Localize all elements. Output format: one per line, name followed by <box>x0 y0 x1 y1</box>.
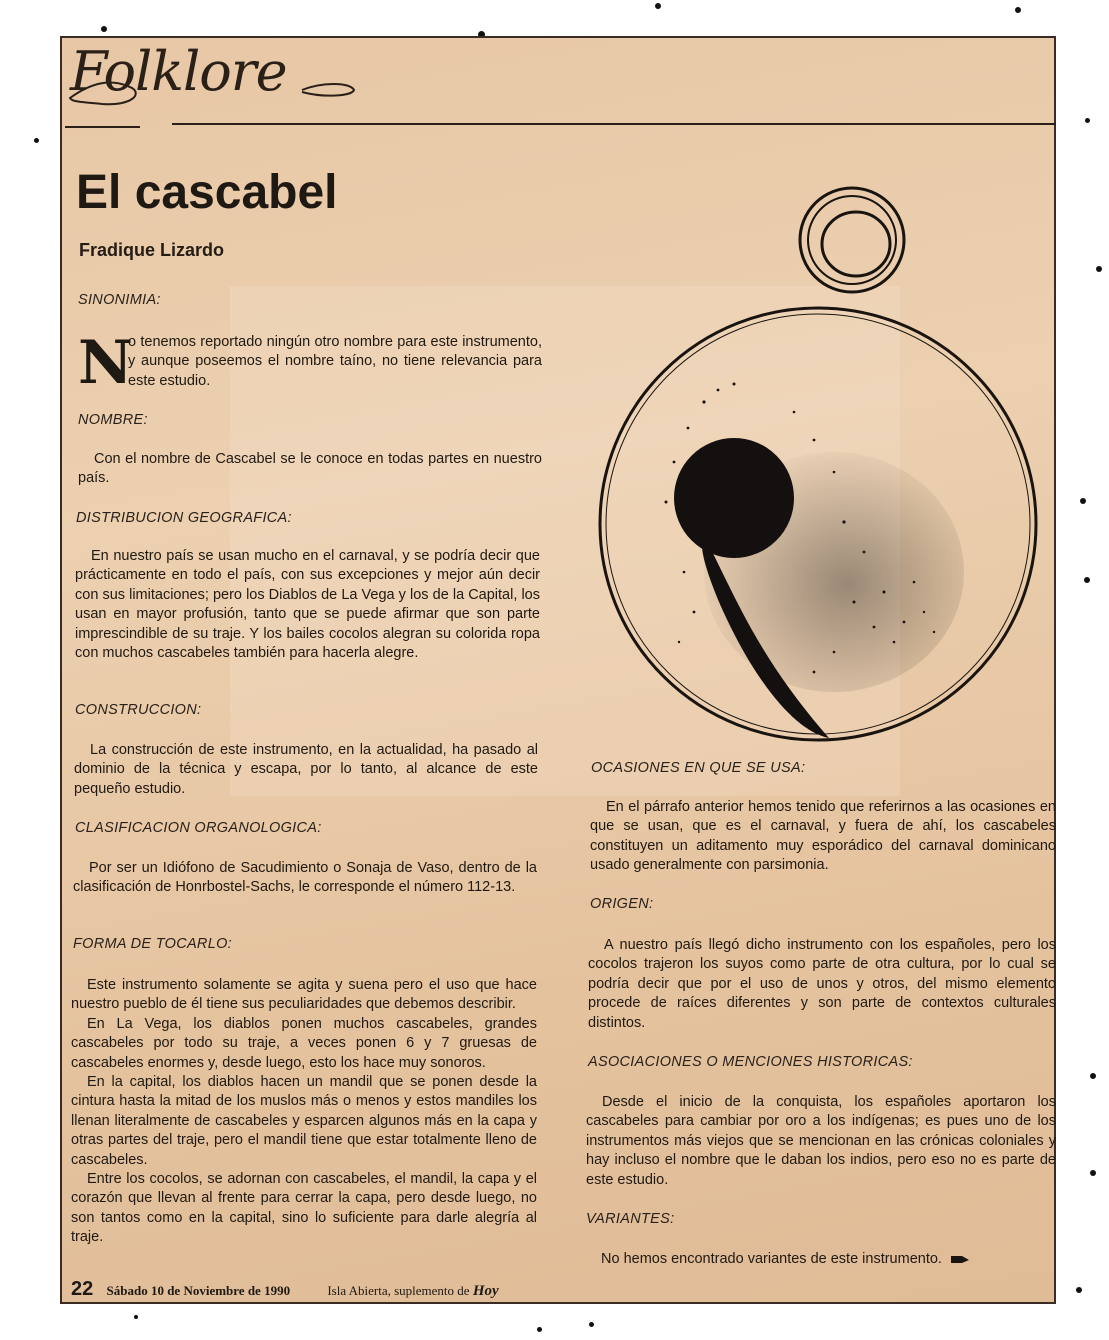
section-title-folklore: Folklore <box>70 40 287 103</box>
paragraph: La construcción de este instrumento, en la actualidad, ha pasado al dominio de la técnica y escapa, por lo tanto, al alcance de este pequeño estudio. <box>74 742 538 797</box>
speck <box>1080 498 1086 504</box>
text-sinonimia: o tenemos reportado ningún otro nombre para este instrumento, y aunque poseemos el nombre taíno, no tiene relevancia para este estudio. <box>128 334 542 389</box>
text-clasificacion <box>73 859 537 898</box>
text-construccion <box>74 741 538 799</box>
text-distribucion <box>75 547 540 663</box>
footer-publication: Isla Abierta, suplemento de <box>327 1283 470 1298</box>
paragraph: Con el nombre de Cascabel se le conoce en todas partes en nuestro país. <box>78 451 542 487</box>
footer <box>71 1278 591 1301</box>
end-mark-icon <box>950 1254 970 1264</box>
paragraph <box>585 1250 1055 1269</box>
text-forma <box>71 976 537 1248</box>
speck <box>1090 1073 1096 1079</box>
speck <box>101 26 107 32</box>
heading-nombre: NOMBRE: <box>78 412 148 428</box>
speck <box>1096 266 1102 272</box>
speck <box>1076 1287 1082 1293</box>
speck <box>655 3 661 9</box>
header-rule-right <box>172 123 1056 125</box>
paragraph: Este instrumento solamente se agita y suena pero el uso que hace nuestro pueblo de él tiene sus peculiaridades que debemos describir. <box>71 977 537 1013</box>
drop-cap: N <box>78 328 133 398</box>
text-ocasiones <box>590 798 1056 876</box>
speck <box>1015 7 1021 13</box>
speck <box>537 1327 542 1332</box>
page-number: 22 <box>71 1278 94 1300</box>
paragraph: En la capital, los diablos hacen un mandil que se ponen desde la cintura hasta la mitad de los muslos más o menos y estos mandiles los llenan literalmente de cascabeles y esparcen algunos más en la capa y otras partes del traje, pero el mandil tiene que estar totalmente lleno de cascabeles. <box>71 1074 537 1168</box>
paragraph: En el párrafo anterior hemos tenido que referirnos a las ocasiones en que se usan, que es el carnaval, y fuera de ahí, los cascabeles constituyen un aditamento muy esporádico del carnaval dominicano usado generalmente con parsimonia. <box>590 799 1056 874</box>
heading-asociaciones: ASOCIACIONES O MENCIONES HISTORICAS: <box>588 1054 913 1070</box>
folklore-flourish <box>62 58 362 118</box>
text-asociaciones <box>586 1093 1056 1190</box>
speck <box>1084 577 1090 583</box>
article-author: Fradique Lizardo <box>79 240 225 260</box>
footer-logo: Hoy <box>472 1283 499 1299</box>
footer-date: Sábado 10 de Noviembre de 1990 <box>106 1283 291 1298</box>
speck <box>1090 1170 1096 1176</box>
heading-forma: FORMA DE TOCARLO: <box>73 936 232 952</box>
paragraph: En nuestro país se usan mucho en el carnaval, y se podría decir que prácticamente en todo el país, con sus excepciones y mejor aún decir con sus limitaciones; pero los Diablos de La Vega y los de la Capital, los usan en mayor profusión, tanto que se puede afirmar que son parte imprescindible de su traje. Y los bailes cocolos alegran su colorida ropa con muchos cascabeles también para hacerla alegre. <box>75 548 540 662</box>
paragraph: En La Vega, los diablos ponen muchos cascabeles, grandes cascabeles por todo su traje, a veces ponen 6 y 7 gruesas de cascabeles enormes y, desde luego, esto los hace muy sonoros. <box>71 1015 537 1071</box>
heading-distribucion: DISTRIBUCION GEOGRAFICA: <box>76 510 292 526</box>
cascabel-bell-illustration <box>584 172 1040 748</box>
paragraph: Desde el inicio de la conquista, los españoles aportaron los cascabeles para cambiar por oro a los indígenas; es pues uno de los instrumentos más viejos que se mencionan en las crónicas coloniales y hay incluso el nombre que le daban los indios, pero eso no es parte de este estudio. <box>586 1094 1056 1188</box>
heading-origen: ORIGEN: <box>590 896 654 912</box>
text-origen <box>588 936 1056 1033</box>
variantes-text: No hemos encontrado variantes de este instrumento. <box>601 1251 942 1267</box>
heading-sinonimia: SINONIMIA: <box>78 292 161 308</box>
heading-clasificacion: CLASIFICACION ORGANOLOGICA: <box>75 820 322 836</box>
speck <box>1085 118 1090 123</box>
heading-construccion: CONSTRUCCION: <box>75 702 202 718</box>
paragraph: Por ser un Idiófono de Sacudimiento o Sonaja de Vaso, dentro de la clasificación de Honrbostel-Sachs, le corresponde el número 112-13. <box>73 860 537 896</box>
speck <box>34 138 39 143</box>
text-variantes <box>585 1250 1055 1269</box>
header-rule-left <box>65 126 140 128</box>
article-title: El cascabel <box>76 166 338 219</box>
text-nombre <box>78 450 542 489</box>
paragraph: A nuestro país llegó dicho instrumento con los españoles, pero los cocolos trajeron los suyos como parte de otra cultura, por lo cual se podría decir que por el uso de unos y otros, del mismo elemento procede de raíces diferentes y son parte de contextos culturales distintos. <box>588 937 1056 1031</box>
speck <box>134 1315 138 1319</box>
heading-ocasiones: OCASIONES EN QUE SE USA: <box>591 760 806 776</box>
heading-variantes: VARIANTES: <box>586 1211 675 1227</box>
paragraph: Entre los cocolos, se adornan con cascabeles, el mandil, la capa y el corazón que llevan al frente para cerrar la capa, pero desde luego, no son tantos como en la capital, sino lo suficiente para darle alegría al traje. <box>71 1171 537 1246</box>
speck <box>589 1322 594 1327</box>
